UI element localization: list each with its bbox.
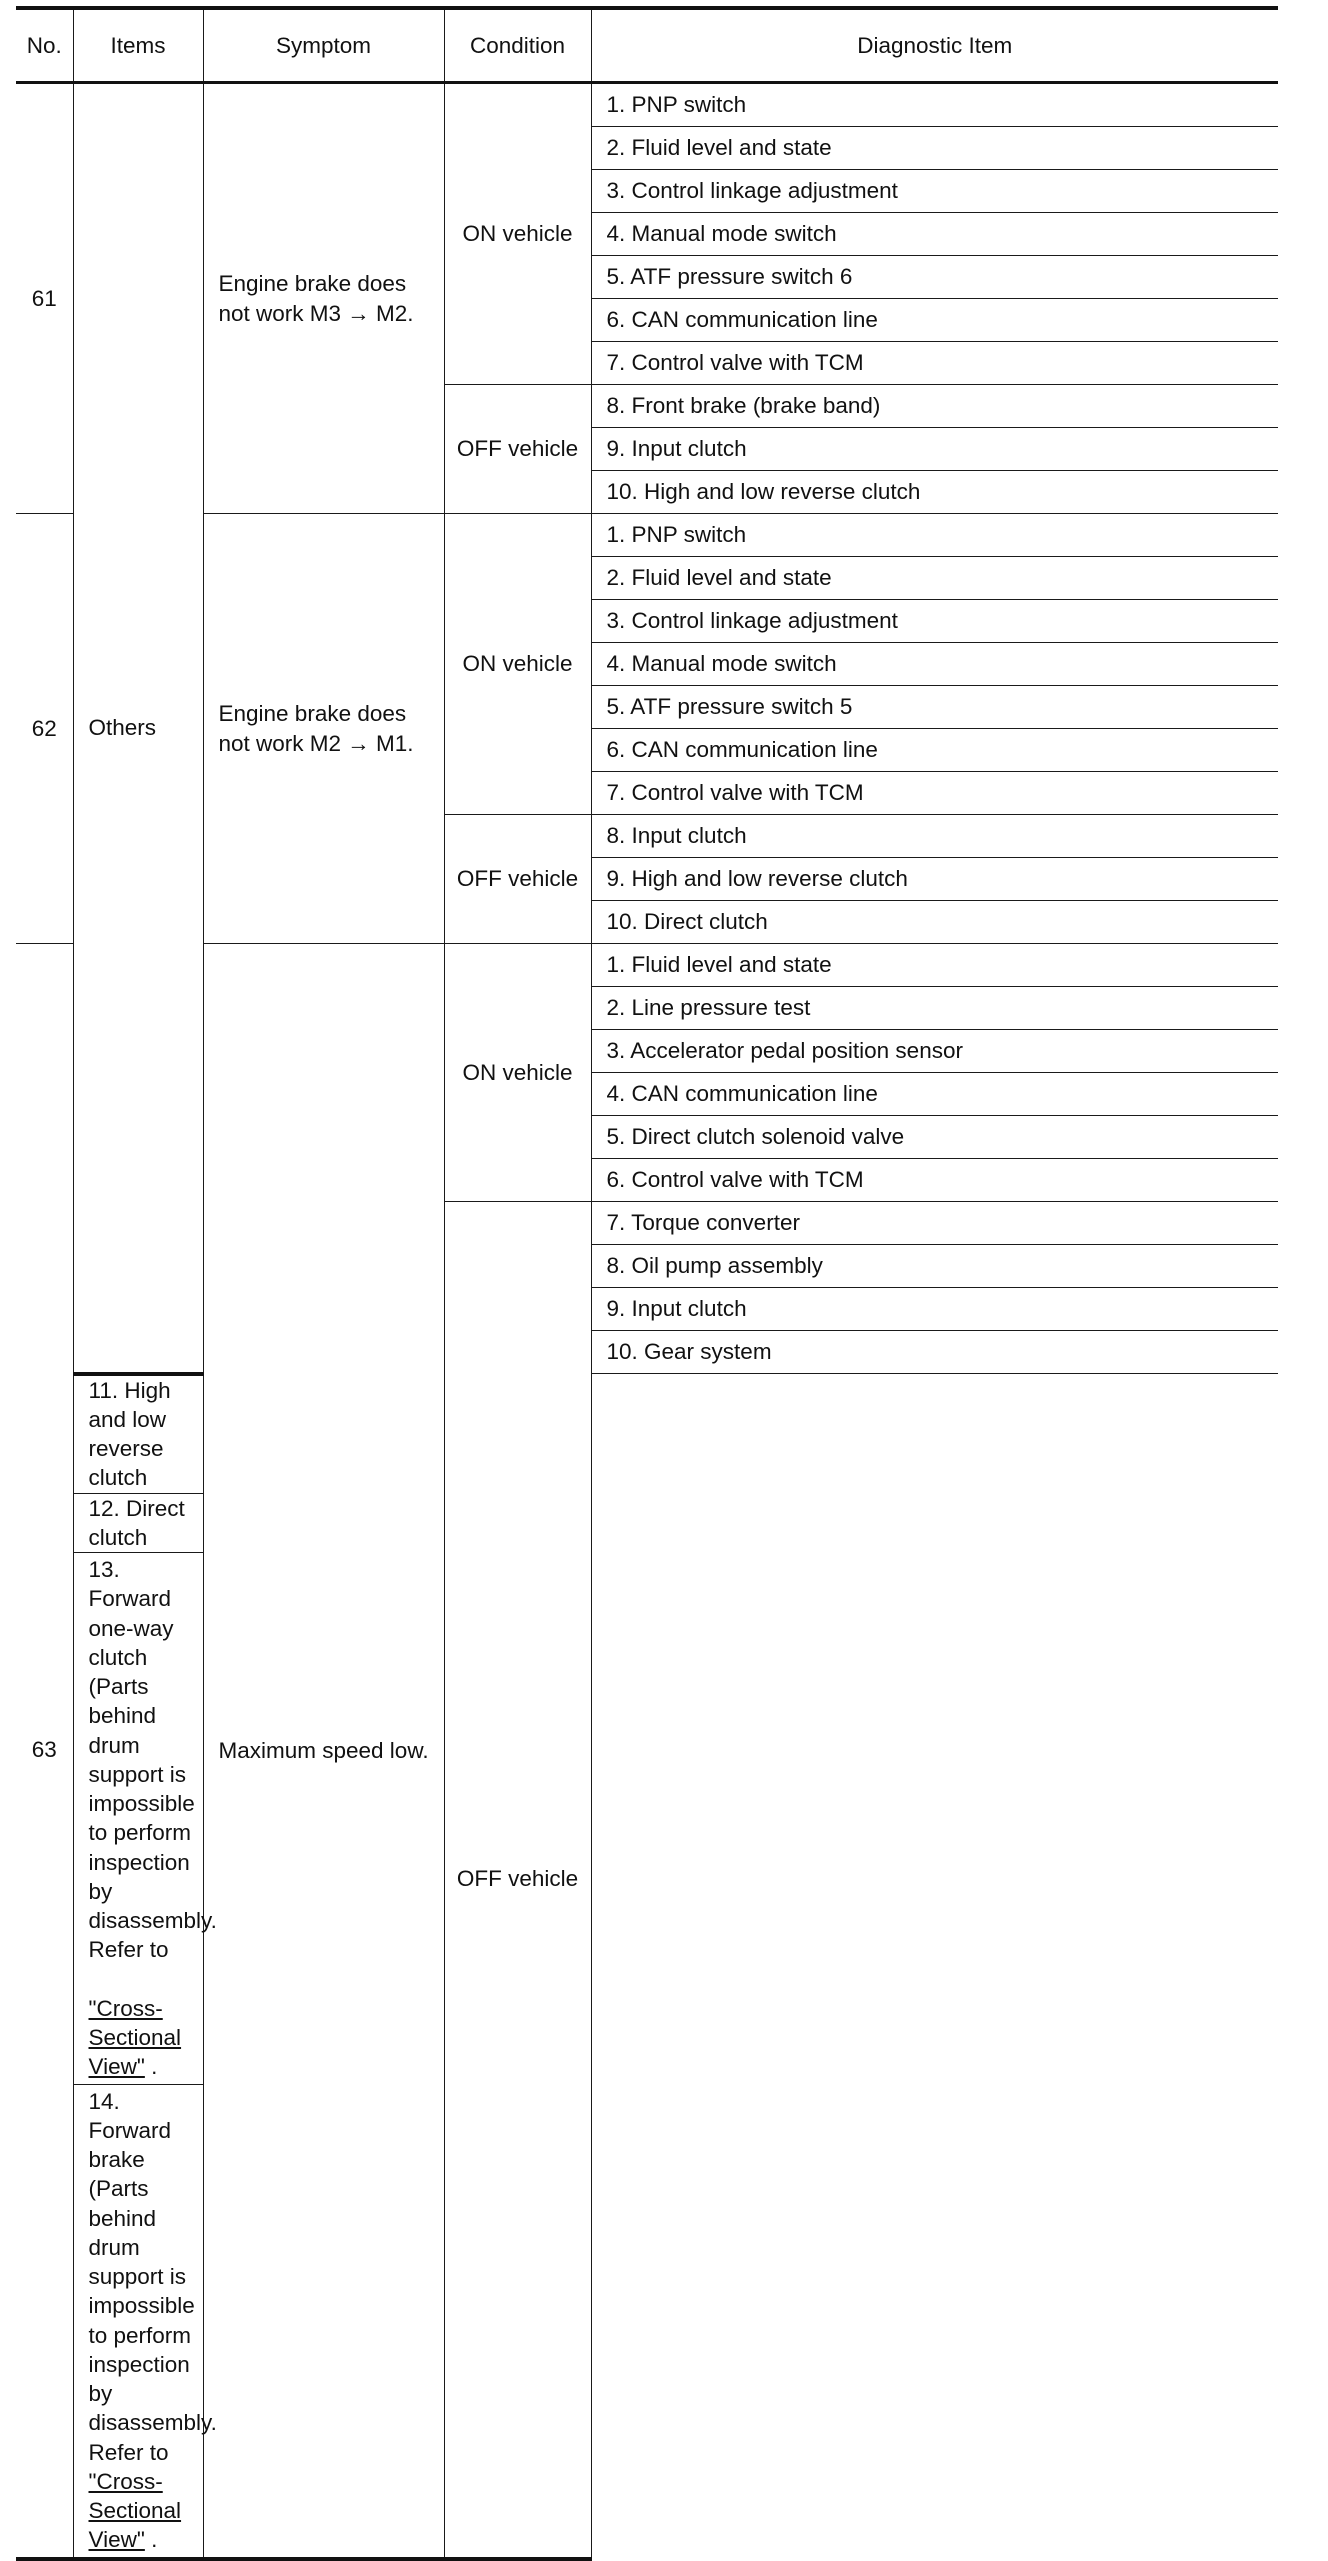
diagnostic-item: 7. Control valve with TCM	[591, 772, 1278, 815]
symptom-62-line1: Engine brake does	[218, 701, 407, 727]
diagnostic-item: 2. Fluid level and state	[591, 557, 1278, 600]
condition-off-vehicle: OFF vehicle	[444, 1202, 591, 2559]
diagnostic-item: 3. Control linkage adjustment	[591, 600, 1278, 643]
diagnostic-item: 10. Direct clutch	[591, 901, 1278, 944]
items-category: Others	[73, 83, 203, 1374]
header-diagnostic-item: Diagnostic Item	[591, 8, 1278, 83]
diagnostic-item: 4. CAN communication line	[591, 1073, 1278, 1116]
table-header-row	[16, 8, 1278, 83]
diagnostic-text: 13. Forward one-way clutch (Parts behind drum support is	[88, 1557, 187, 1787]
diagnostic-item: 2. Line pressure test	[591, 987, 1278, 1030]
diagnostic-item: 8. Oil pump assembly	[591, 1245, 1278, 1288]
diagnostic-item: 6. CAN communication line	[591, 299, 1278, 342]
row-number-62: 62	[16, 514, 73, 944]
header-items: Items	[73, 8, 203, 83]
diagnostic-text: 14. Forward brake (Parts behind drum support is impossible	[88, 2088, 195, 2319]
diagnostic-item: 1. PNP switch	[591, 83, 1278, 127]
diagnostic-item: 4. Manual mode switch	[591, 213, 1278, 256]
header-no: No.	[16, 8, 73, 83]
header-condition: Condition	[444, 8, 591, 83]
cross-sectional-view-link[interactable]: "Cross-Sectional View"	[88, 2468, 182, 2553]
diagnostic-item: 6. CAN communication line	[591, 729, 1278, 772]
condition-on-vehicle: ON vehicle	[444, 944, 591, 1202]
diagnostic-item: 5. ATF pressure switch 6	[591, 256, 1278, 299]
diagnostic-item: 1. Fluid level and state	[591, 944, 1278, 987]
table-row	[16, 83, 1278, 127]
diagnostic-item: 3. Accelerator pedal position sensor	[591, 1030, 1278, 1073]
diagnostic-item: 9. Input clutch	[591, 1288, 1278, 1331]
condition-off-vehicle: OFF vehicle	[444, 385, 591, 514]
diagnostic-item: 8. Front brake (brake band)	[591, 385, 1278, 428]
symptom-63: Maximum speed low.	[203, 944, 444, 2559]
diagnostic-item: 9. Input clutch	[591, 428, 1278, 471]
condition-on-vehicle: ON vehicle	[444, 514, 591, 815]
diagnostic-item: 7. Torque converter	[591, 1202, 1278, 1245]
diagnostic-table-page	[16, 6, 1278, 2561]
diagnostic-item: 3. Control linkage adjustment	[591, 170, 1278, 213]
diagnostic-item: 12. Direct clutch	[73, 1493, 203, 1553]
diagnostic-item: 8. Input clutch	[591, 815, 1278, 858]
symptom-61-line1: Engine brake does	[218, 271, 407, 297]
symptom-61	[203, 83, 444, 514]
diagnostic-table	[16, 6, 1278, 2561]
diagnostic-item: 10. High and low reverse clutch	[591, 471, 1278, 514]
diagnostic-item-long	[73, 1553, 217, 2085]
diagnostic-item-long	[73, 2084, 217, 2559]
diagnostic-text: .	[144, 2054, 158, 2080]
diagnostic-item: 9. High and low reverse clutch	[591, 858, 1278, 901]
cross-sectional-view-link[interactable]: "Cross-Sectional View"	[88, 1995, 182, 2080]
diagnostic-item: 7. Control valve with TCM	[591, 342, 1278, 385]
diagnostic-item: 5. Direct clutch solenoid valve	[591, 1116, 1278, 1159]
diagnostic-item: 4. Manual mode switch	[591, 643, 1278, 686]
diagnostic-item: 11. High and low reverse clutch	[73, 1374, 203, 1494]
diagnostic-text: impossible to perform inspection by disassembly. Refer to	[88, 1791, 217, 1963]
diagnostic-text: .	[144, 2527, 158, 2553]
condition-on-vehicle: ON vehicle	[444, 83, 591, 385]
diagnostic-item: 5. ATF pressure switch 5	[591, 686, 1278, 729]
row-number-61: 61	[16, 83, 73, 514]
symptom-62-line2: not work M2 → M1.	[218, 730, 414, 756]
diagnostic-item: 2. Fluid level and state	[591, 127, 1278, 170]
header-symptom: Symptom	[203, 8, 444, 83]
condition-off-vehicle: OFF vehicle	[444, 815, 591, 944]
row-number-63: 63	[16, 944, 73, 2559]
diagnostic-item: 1. PNP switch	[591, 514, 1278, 557]
diagnostic-text: to perform inspection by disassembly. Refer to	[88, 2322, 217, 2465]
symptom-62	[203, 514, 444, 944]
diagnostic-item: 10. Gear system	[591, 1331, 1278, 1374]
diagnostic-item: 6. Control valve with TCM	[591, 1159, 1278, 1202]
symptom-61-line2: not work M3 → M2.	[218, 300, 414, 326]
